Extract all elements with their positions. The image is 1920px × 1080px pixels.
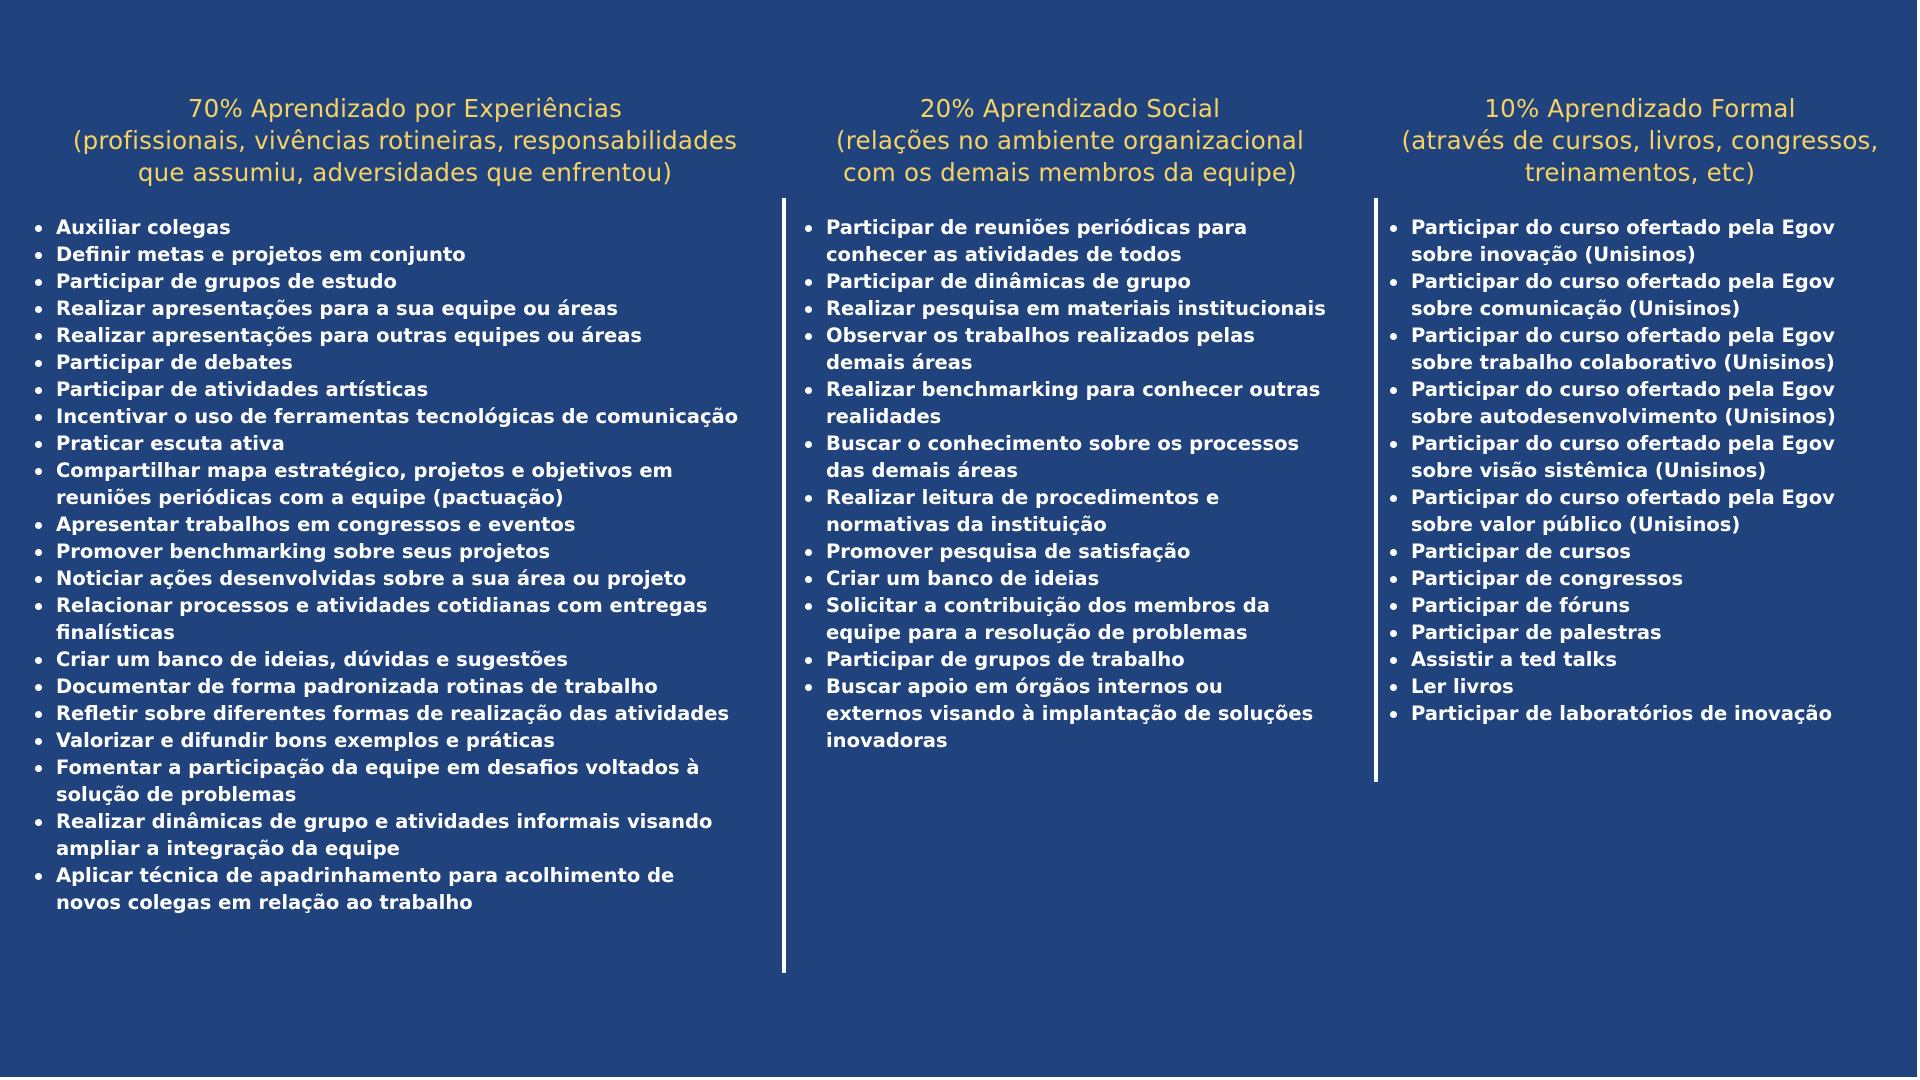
list-item: Participar de grupos de estudo [30,268,780,295]
list-item: Fomentar a participação da equipe em desafios voltados à solução de problemas [30,754,780,808]
list-item: Participar do curso ofertado pela Egov sobre comunicação (Unisinos) [1385,268,1895,322]
list-item: Realizar pesquisa em materiais institucionais [800,295,1340,322]
list-item: Participar de reuniões periódicas para conhecer as atividades de todos [800,214,1340,268]
list-formal [1385,214,1895,727]
list-item: Observar os trabalhos realizados pelas demais áreas [800,322,1340,376]
list-item: Participar de fóruns [1385,592,1895,619]
list-item: Apresentar trabalhos em congressos e eventos [30,511,780,538]
list-item: Refletir sobre diferentes formas de realização das atividades [30,700,780,727]
list-item: Criar um banco de ideias, dúvidas e sugestões [30,646,780,673]
list-social [800,214,1340,754]
column-social [800,93,1340,752]
list-item: Compartilhar mapa estratégico, projetos e objetivos em reuniões periódicas com a equipe (pactuação) [30,457,780,511]
list-item: Noticiar ações desenvolvidas sobre a sua área ou projeto [30,565,780,592]
list-item: Realizar benchmarking para conhecer outras realidades [800,376,1340,430]
list-item: Participar do curso ofertado pela Egov sobre trabalho colaborativo (Unisinos) [1385,322,1895,376]
list-item: Incentivar o uso de ferramentas tecnológicas de comunicação [30,403,780,430]
list-item: Auxiliar colegas [30,214,780,241]
list-item: Participar de congressos [1385,565,1895,592]
list-item: Participar do curso ofertado pela Egov sobre autodesenvolvimento (Unisinos) [1385,376,1895,430]
column-formal [1385,93,1895,725]
list-item: Ler livros [1385,673,1895,700]
list-item: Participar do curso ofertado pela Egov sobre inovação (Unisinos) [1385,214,1895,268]
column-divider [1374,198,1378,782]
list-item: Praticar escuta ativa [30,430,780,457]
list-item: Participar de grupos de trabalho [800,646,1340,673]
column-title-formal: 10% Aprendizado Formal (através de cursos, livros, congressos, treinamentos, etc) [1401,94,1879,187]
list-item: Documentar de forma padronizada rotinas de trabalho [30,673,780,700]
list-item: Participar de dinâmicas de grupo [800,268,1340,295]
column-divider [782,198,786,973]
list-experiencias [30,214,780,916]
list-item: Participar de atividades artísticas [30,376,780,403]
list-item: Participar de cursos [1385,538,1895,565]
list-item: Realizar leitura de procedimentos e normativas da instituição [800,484,1340,538]
list-item: Assistir a ted talks [1385,646,1895,673]
list-item: Participar de debates [30,349,780,376]
column-title-experiencias: 70% Aprendizado por Experiências (profissionais, vivências rotineiras, responsabilidades que assumiu, adversidades que enfrentou) [72,94,738,187]
list-item: Solicitar a contribuição dos membros da equipe para a resolução de problemas [800,592,1340,646]
list-item: Participar de laboratórios de inovação [1385,700,1895,727]
column-title-social: 20% Aprendizado Social (relações no ambiente organizacional com os demais membros da equipe) [836,94,1304,187]
list-item: Promover benchmarking sobre seus projetos [30,538,780,565]
list-item: Realizar apresentações para outras equipes ou áreas [30,322,780,349]
list-item: Relacionar processos e atividades cotidianas com entregas finalísticas [30,592,780,646]
list-item: Definir metas e projetos em conjunto [30,241,780,268]
column-experiencias [30,93,780,914]
list-item: Realizar dinâmicas de grupo e atividades informais visando ampliar a integração da equipe [30,808,780,862]
list-item: Participar do curso ofertado pela Egov sobre valor público (Unisinos) [1385,484,1895,538]
list-item: Promover pesquisa de satisfação [800,538,1340,565]
list-item: Valorizar e difundir bons exemplos e práticas [30,727,780,754]
list-item: Participar de palestras [1385,619,1895,646]
list-item: Aplicar técnica de apadrinhamento para acolhimento de novos colegas em relação ao trabalho [30,862,780,916]
list-item: Participar do curso ofertado pela Egov sobre visão sistêmica (Unisinos) [1385,430,1895,484]
list-item: Buscar apoio em órgãos internos ou externos visando à implantação de soluções inovadoras [800,673,1340,754]
list-item: Realizar apresentações para a sua equipe ou áreas [30,295,780,322]
list-item: Criar um banco de ideias [800,565,1340,592]
list-item: Buscar o conhecimento sobre os processos das demais áreas [800,430,1340,484]
